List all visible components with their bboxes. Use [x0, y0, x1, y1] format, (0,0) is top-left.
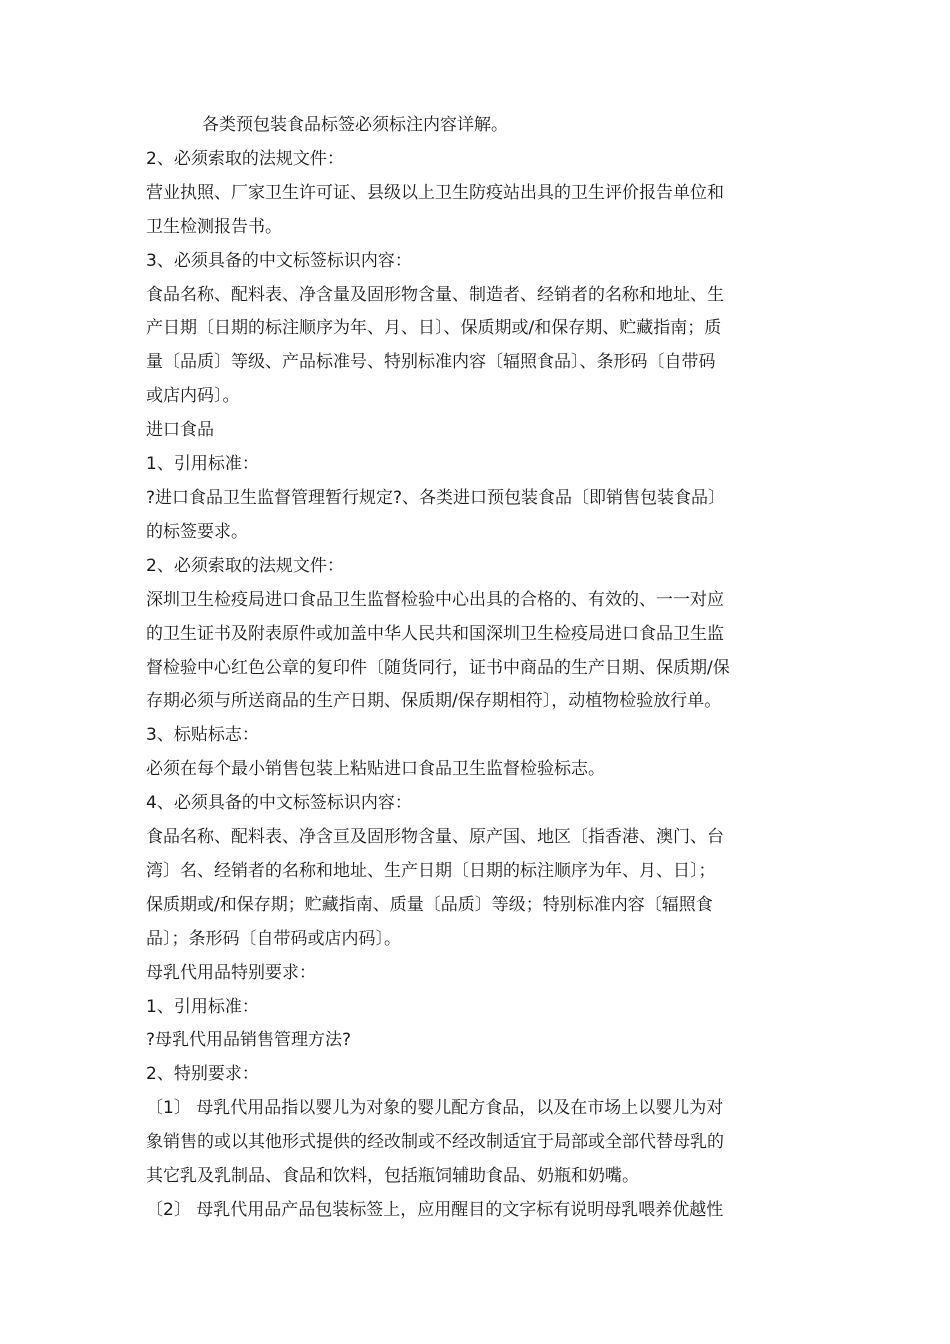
paragraph-line: 保质期或/和保存期；贮藏指南、质量〔品质〕等级；特别标准内容〔辐照食: [146, 894, 713, 915]
paragraph-line: 产日期〔日期的标注顺序为年、月、日〕、保质期或/和保存期、贮藏指南；质: [146, 318, 722, 339]
section-heading: 3、标贴标志：: [146, 725, 259, 746]
document-body: [146, 109, 806, 1228]
paragraph-line: 督检验中心红色公章的复印件〔随货同行，证书中商品的生产日期、保质期/保: [146, 657, 730, 678]
paragraph-line: 量〔品质〕等级、产品标准号、特别标准内容〔辐照食品〕、条形码〔自带码: [146, 352, 716, 373]
paragraph-line: 品〕；条形码〔自带码或店内码〕。: [146, 928, 401, 949]
intro-line: 各类预包装食品标签必须标注内容详解。: [202, 115, 508, 135]
paragraph-line: 象销售的或以其他形式提供的经改制或不经改制适宜于局部或全部代替母乳的: [146, 1132, 724, 1153]
paragraph-line: 的卫生证书及附表原件或加盖中华人民共和国深圳卫生检疫局进口食品卫生监: [146, 623, 724, 644]
paragraph-line: 深圳卫生检疫局进口食品卫生监督检验中心出具的合格的、有效的、一一对应: [146, 589, 724, 610]
paragraph-line: 食品名称、配料表、净含亘及固形物含量、原产国、地区〔指香港、澳门、台: [146, 827, 724, 848]
paragraph-line: ?进口食品卫生监督管理暂行规定?、各类进口预包装食品〔即销售包装食品〕: [146, 487, 726, 508]
paragraph-line: 营业执照、厂家卫生许可证、县级以上卫生防疫站出具的卫生评价报告单位和: [146, 182, 724, 203]
section-heading: 3、必须具备的中文标签标识内容：: [146, 250, 412, 271]
section-heading: 2、特别要求：: [146, 1064, 259, 1085]
paragraph-line: 卫生检测报告书。: [146, 216, 282, 237]
section-heading: 2、必须索取的法规文件：: [146, 148, 344, 169]
list-item-line: 〔2〕 母乳代用品产品包装标签上，应用醒目的文字标有说明母乳喂养优越性: [146, 1200, 724, 1220]
section-title: 进口食品: [146, 420, 214, 441]
section-title: 母乳代用品特别要求：: [146, 962, 316, 983]
paragraph-line: 必须在每个最小销售包装上粘贴进口食品卫生监督检验标志。: [146, 759, 605, 780]
paragraph-line: 的标签要求。: [146, 521, 248, 542]
list-item-line: 〔1〕 母乳代用品指以婴儿为对象的婴儿配方食品，以及在市场上以婴儿为对: [146, 1098, 724, 1119]
paragraph-line: 存期必须与所送商品的生产日期、保质期/保存期相符〕，动植物检验放行单。: [146, 691, 722, 712]
paragraph-line: 或店内码〕。: [146, 386, 240, 407]
section-heading: 1、引用标准：: [146, 454, 259, 475]
paragraph-line: 湾〕名、经销者的名称和地址、生产日期〔日期的标注顺序为年、月、日〕；: [146, 860, 716, 881]
paragraph-line: 食品名称、配料表、净含量及固形物含量、制造者、经销者的名称和地址、生: [146, 284, 724, 305]
paragraph-line: 其它乳及乳制品、食品和饮料，包括瓶饲辅助食品、奶瓶和奶嘴。: [146, 1166, 639, 1187]
section-heading: 4、必须具备的中文标签标识内容：: [146, 793, 412, 814]
section-heading: 2、必须索取的法规文件：: [146, 555, 344, 576]
paragraph-line: ?母乳代用品销售管理方法?: [146, 1030, 352, 1051]
section-heading: 1、引用标准：: [146, 996, 259, 1017]
